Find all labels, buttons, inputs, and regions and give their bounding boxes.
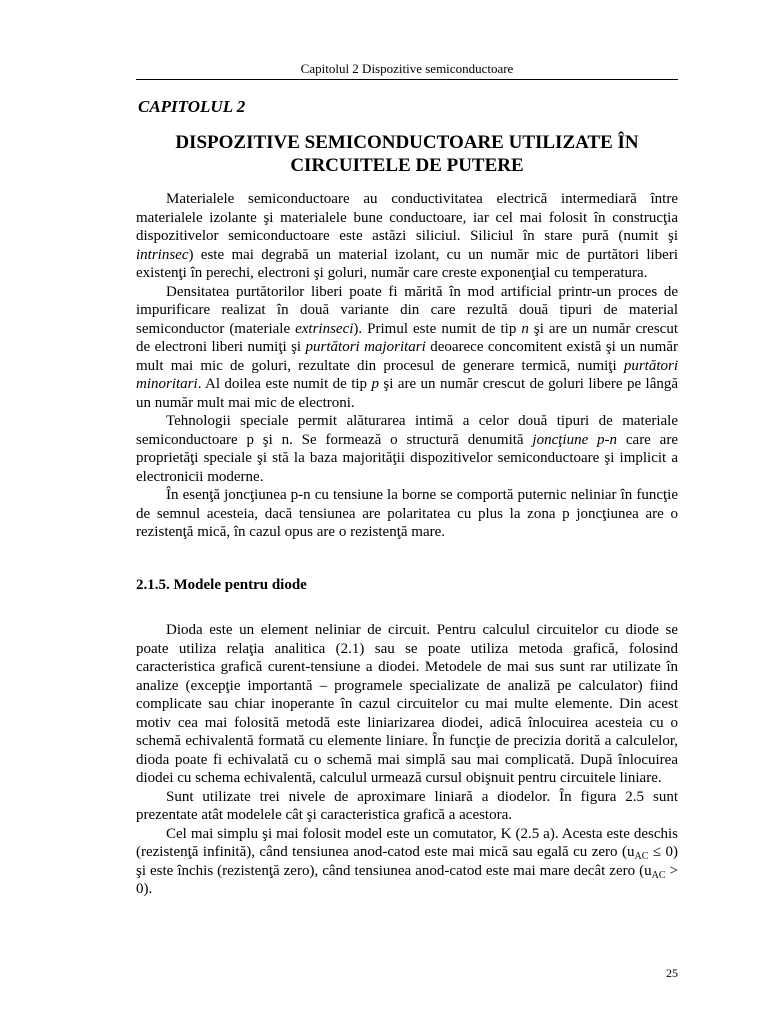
paragraph: Tehnologii speciale permit alăturarea intimă a celor două tipuri de materiale semiconductoare p şi n. Se formează o structură denumită joncţiune p-n care are proprietăţi speciale şi stă la baza majorităţii dispozitivelor semiconductoare şi implicit a electronicii moderne. xyxy=(136,413,678,485)
paragraph: Cel mai simplu şi mai folosit model este un comutator, K (2.5 a). Acesta este deschis (rezistenţă infinită), când tensiunea anod-catod este mai mică sau egală cu zero $(u_{AC} \le 0)$ şi este închis (rezistenţă zero), când tensiunea anod-catod este mai mare decât zero $(u_{AC} > 0)$. xyxy=(136,825,678,897)
paragraph: În esenţă joncţiunea p-n cu tensiune la borne se comportă puternic neliniar în funcţie de semnul acesteia, dacă tensiunea are polaritatea cu plus la zona p joncţiunea are o rezistenţă mică, în cazul opus are o rezistenţă mare. xyxy=(136,487,678,540)
page-number: 25 xyxy=(666,966,678,980)
paragraph: Sunt utilizate trei nivele de aproximare liniară a diodelor. În figura 2.5 sunt prezentate atât modelele cât şi caracteristica grafică a acestora. xyxy=(136,788,678,823)
running-header: Capitolul 2 Dispozitive semiconductoare xyxy=(300,61,514,76)
chapter-label: CAPITOLUL 2 xyxy=(138,97,246,116)
section-heading: 2.1.5. Modele pentru diode xyxy=(136,577,307,593)
intro-text xyxy=(136,190,678,542)
section-text xyxy=(136,621,678,899)
paragraph: Materialele semiconductoare au conductivitatea electrică intermediară între materialele izolante şi materialele bune conductoare, iar cel mai folosit în construcţia dispozitivelor semiconductoare este astăzi siliciul. Siliciul în stare pură (numit şi intrinsec) este mai degrabă un material izolant, cu un număr mic de purtători liberi existenţi în perechi, electroni şi goluri, număr care creste exponenţial cu temperatura. xyxy=(136,191,678,281)
header-rule xyxy=(136,79,678,80)
paragraph: Densitatea purtătorilor liberi poate fi mărită în mod artificial printr-un proces de impurificare realizat în două variante din care rezultă două tipuri de material semiconductor (materiale extrinseci). Primul este numit de tip n şi are un număr crescut de electroni liberi numiţi şi purtători majoritari deoarece concomitent există şi un număr mult mai mic de goluri, rezultate din procesul de generare termică, numiţi purtători minoritari. Al doilea este numit de tip p şi are un număr crescut de goluri libere pe lângă un număr mult mai mic de electroni. xyxy=(136,283,679,411)
paragraph: Dioda este un element neliniar de circuit. Pentru calculul circuitelor cu diode se poate utiliza relaţia analitica (2.1) sau se poate utiliza metoda grafică, folosind caracteristica grafică curent-tensiune a diodei. Metodele de mai sus sunt rar utilizate în analize (excepţie importantă – programele specializate de analiză pe calculator) fiind complicate sau chiar inoperante în cazul circuitelor cu mai multe elemente. Din acest motiv cea mai folosită metodă este liniarizarea diodei, adică înlocuirea acesteia cu o schemă echivalentă formată cu elemente liniare. În funcţie de precizia dorită a calculelor, dioda poate fi echivalată cu o schemă mai simplă sau mai complicată. După înlocuirea diodei cu schema echivalentă, calculul urmează cursul obişnuit pentru circuitele liniare. xyxy=(136,622,678,786)
chapter-title: DISPOZITIVE SEMICONDUCTOARE UTILIZATE ÎN CIRCUITELE DE PUTERE xyxy=(175,132,639,176)
